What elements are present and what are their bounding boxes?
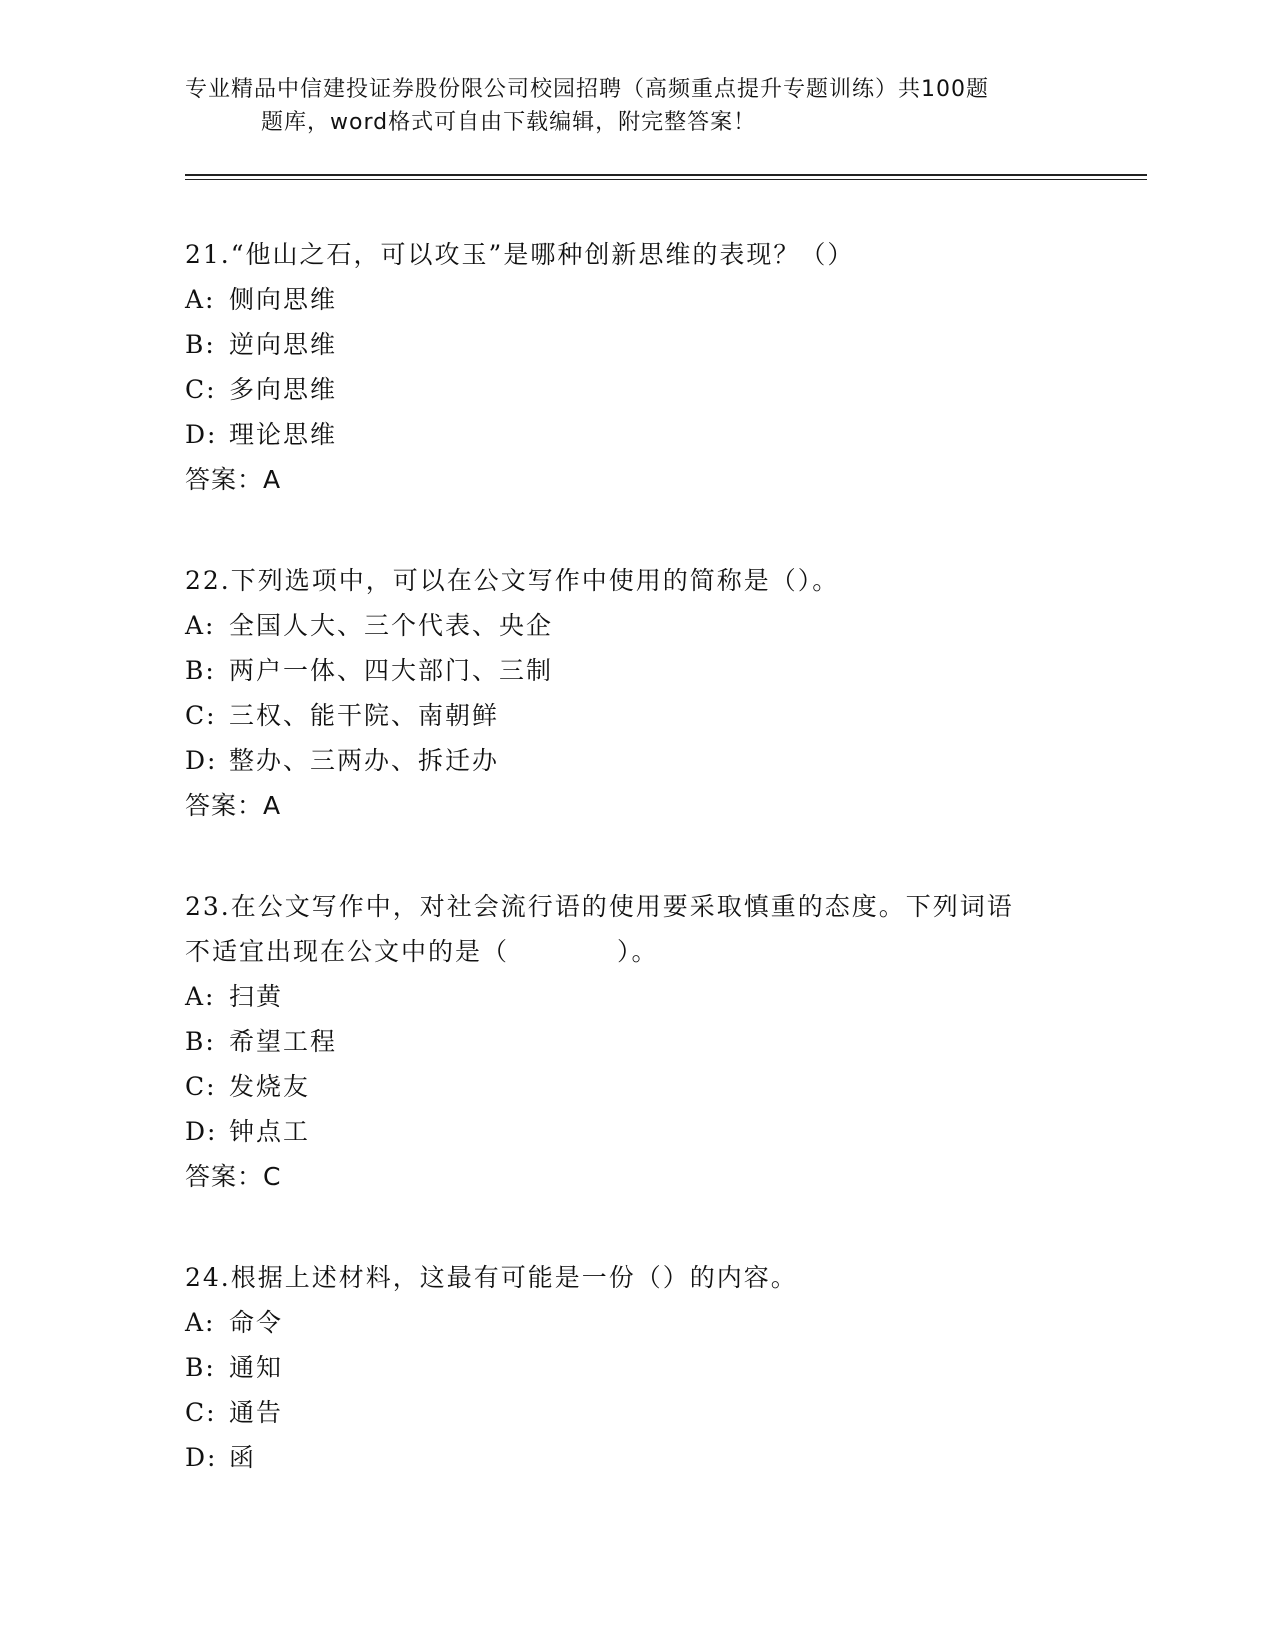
option-c [185,1390,1085,1435]
question-text: 根据上述材料，这最有可能是一份（）的内容。 [230,1263,798,1292]
header-divider [185,174,1147,176]
question-text: “他山之石，可以攻玉”是哪种创新思维的表现？（） [230,240,855,269]
option-text: 多向思维 [229,375,338,404]
answer-value: A [263,465,282,494]
option-letter: C: [185,1398,217,1427]
option-c [185,367,1085,412]
option-letter: B: [185,656,216,685]
option-letter: B: [185,330,216,359]
option-letter: D: [185,420,218,449]
option-letter: A: [185,285,216,314]
option-d [185,1109,1085,1154]
option-d [185,738,1085,783]
answer-value: C [263,1162,282,1191]
option-letter: C: [185,375,217,404]
question-text: 在公文写作中，对社会流行语的使用要采取慎重的态度。下列词语 [230,892,1014,921]
answer-line [185,457,1085,502]
option-text: 侧向思维 [229,285,338,314]
option-text: 通告 [229,1398,284,1427]
question-24 [185,1255,1085,1480]
question-stem [185,1255,1085,1300]
answer-label: 答案： [185,791,264,820]
option-text: 希望工程 [229,1027,338,1056]
option-text: 逆向思维 [229,330,338,359]
question-22 [185,558,1085,828]
answer-label: 答案： [185,1162,264,1191]
option-b [185,322,1085,367]
option-b [185,1019,1085,1064]
answer-line [185,1154,1085,1199]
option-letter: A: [185,982,216,1011]
option-text: 扫黄 [229,982,284,1011]
header-divider-thin [185,179,1147,180]
question-number: 23. [185,892,231,921]
option-c [185,693,1085,738]
question-stem [185,884,1085,974]
option-text: 命令 [229,1308,284,1337]
option-text: 三权、能干院、南朝鲜 [229,701,500,730]
question-number: 22. [185,566,231,595]
option-letter: D: [185,746,218,775]
header-title-line2: 题库，word格式可自由下载编辑，附完整答案！ [261,110,757,135]
question-text-continued: 不适宜出现在公文中的是（ ）。 [185,937,659,966]
question-text: 下列选项中，可以在公文写作中使用的简称是（）。 [230,566,840,595]
option-b [185,648,1085,693]
option-letter: D: [185,1443,218,1472]
header-title-line1: 专业精品中信建投证券股份限公司校园招聘（高频重点提升专题训练）共100题 [185,77,989,102]
option-a [185,277,1085,322]
option-a [185,974,1085,1019]
option-text: 钟点工 [229,1117,311,1146]
question-23 [185,884,1085,1199]
question-stem [185,232,1085,277]
answer-label: 答案： [185,465,264,494]
answer-line [185,783,1085,828]
option-a [185,603,1085,648]
option-letter: A: [185,1308,216,1337]
document-header [185,73,1065,139]
option-d [185,412,1085,457]
question-stem [185,558,1085,603]
answer-value: A [263,791,282,820]
option-text: 理论思维 [229,420,338,449]
question-21 [185,232,1085,502]
question-list [185,232,1085,1536]
option-d [185,1435,1085,1480]
option-letter: D: [185,1117,218,1146]
question-number: 24. [185,1263,231,1292]
option-letter: B: [185,1353,216,1382]
option-letter: B: [185,1027,216,1056]
option-letter: C: [185,701,217,730]
option-text: 发烧友 [229,1072,311,1101]
question-number: 21. [185,240,231,269]
option-letter: C: [185,1072,217,1101]
option-letter: A: [185,611,216,640]
option-b [185,1345,1085,1390]
option-a [185,1300,1085,1345]
option-c [185,1064,1085,1109]
option-text: 通知 [229,1353,284,1382]
option-text: 整办、三两办、拆迁办 [229,746,500,775]
option-text: 全国人大、三个代表、央企 [229,611,554,640]
option-text: 函 [229,1443,257,1472]
option-text: 两户一体、四大部门、三制 [229,656,554,685]
